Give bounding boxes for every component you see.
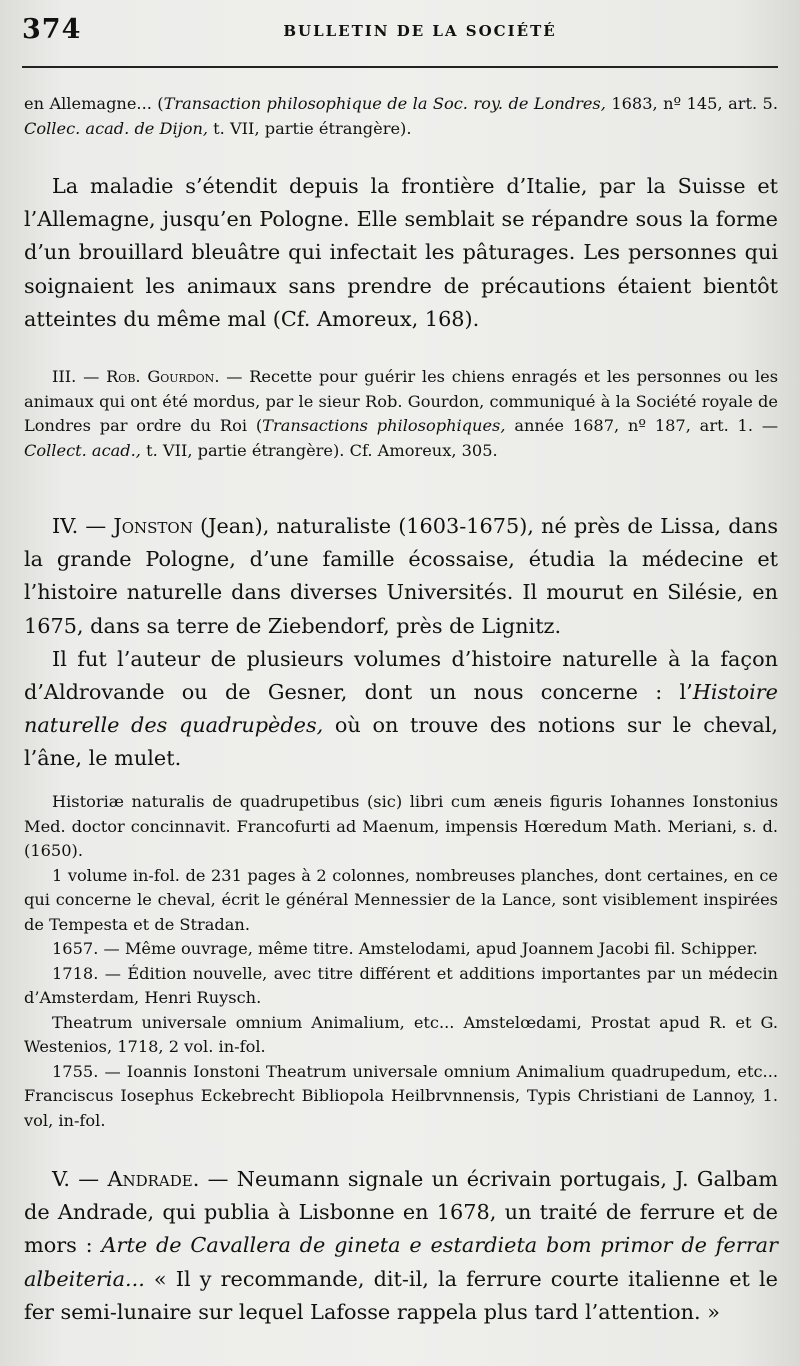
biblio-item: 1657. — Même ouvrage, même titre. Amstelodami, apud Joannem Jacobi fil. Schipper. — [52, 939, 758, 958]
paragraph-maladie — [24, 170, 778, 336]
paragraph-maladie-text: La maladie s’étendit depuis la frontière d’Italie, par la Suisse et l’Allemagne, jusqu’en Pologne. Elle semblait se répandre sous la forme d’un brouillard bleuâtre qui infectait les pâturages. Les personnes qui soignaient les animaux sans prendre de précautions étaient bientôt atteintes du même mal (Cf. Amoreux, 168). — [24, 174, 778, 331]
biblio-item: 1755. — Ioannis Ionstoni Theatrum universale omnium Animalium quadrupedum, etc... Franciscus Iosephus Eckebrecht Bibliopola Heilbrvnnensis, Typis Christiani de Lannoy, 1. vol, in-fol. — [24, 1061, 778, 1130]
header-rule — [22, 66, 778, 68]
biblio-item: Historiæ naturalis de quadrupetibus (sic) libri cum æneis figuris Iohannes Ionstonius Med. doctor concinnavit. Francofurti ad Maenum, impensis Hœredum Math. Meriani, s. d. (1650). — [24, 792, 778, 860]
note-top — [24, 92, 778, 141]
bibliography — [24, 790, 778, 1133]
entry-iii — [24, 365, 778, 463]
entry-v-text: V. — Andrade. — Neumann signale un écrivain portugais, J. Galbam de Andrade, qui publia à Lisbonne en 1678, un traité de ferrure et de mors : Arte de Cavallera de gineta e estardieta bom primor de ferrar albeiteria... « Il y recommande, dit-il, la ferrure courte italienne et le fer semi-lunaire sur lequel Lafosse rappela plus tard l’attention. » — [24, 1167, 779, 1324]
paragraph-auteur: Il fut l’auteur de plusieurs volumes d’histoire naturelle à la façon d’Aldrovande ou de Gesner, dont un nous concerne : l’Histoire naturelle des quadrupèdes, où on trouve des notions sur le cheval, l’âne, le mulet. — [24, 646, 778, 771]
entry-iv — [24, 510, 778, 776]
page-number: 374 — [22, 14, 82, 45]
entry-iii-text: III. — Rob. Gourdon. — Recette pour guérir les chiens enragés et les personnes ou les animaux qui ont été mordus, par le sieur Rob. Gourdon, communiqué à la Société royale de Londres par ordre du Roi (Transactions philosophiques, année 1687, nº 187, art. 1. — Collect. acad., t. VII, partie étrangère). Cf. Amoreux, 305. — [24, 367, 779, 460]
page-header — [22, 14, 778, 54]
note-top-paragraph: en Allemagne... (Transaction philosophique de la Soc. roy. de Londres, 1683, nº 145, art. 5. Collec. acad. de Dijon, t. VII, partie étrangère). — [24, 94, 778, 138]
biblio-item: 1 volume in-fol. de 231 pages à 2 colonnes, nombreuses planches, dont certaines, en ce qui concerne le cheval, écrit le général Mennessier de la Lance, sont visiblement inspirées de Tempesta et de Stradan. — [24, 865, 778, 934]
biblio-item: 1718. — Édition nouvelle, avec titre différent et additions importantes par un médecin d’Amsterdam, Henri Ruysch. — [24, 963, 778, 1007]
entry-iv-text: IV. — Jonston (Jean), naturaliste (1603-1675), né près de Lissa, dans la grande Pologne, d’une famille écossaise, étudia la médecine et l’histoire naturelle dans diverses Universités. Il mourut en Silésie, en 1675, dans sa terre de Ziebendorf, près de Lignitz. — [24, 514, 778, 638]
running-title: BULLETIN DE LA SOCIÉTÉ — [283, 22, 557, 40]
entry-v — [24, 1163, 778, 1329]
biblio-item: Theatrum universale omnium Animalium, etc... Amstelœdami, Prostat apud R. et G. Westenios, 1718, 2 vol. in-fol. — [24, 1012, 778, 1056]
